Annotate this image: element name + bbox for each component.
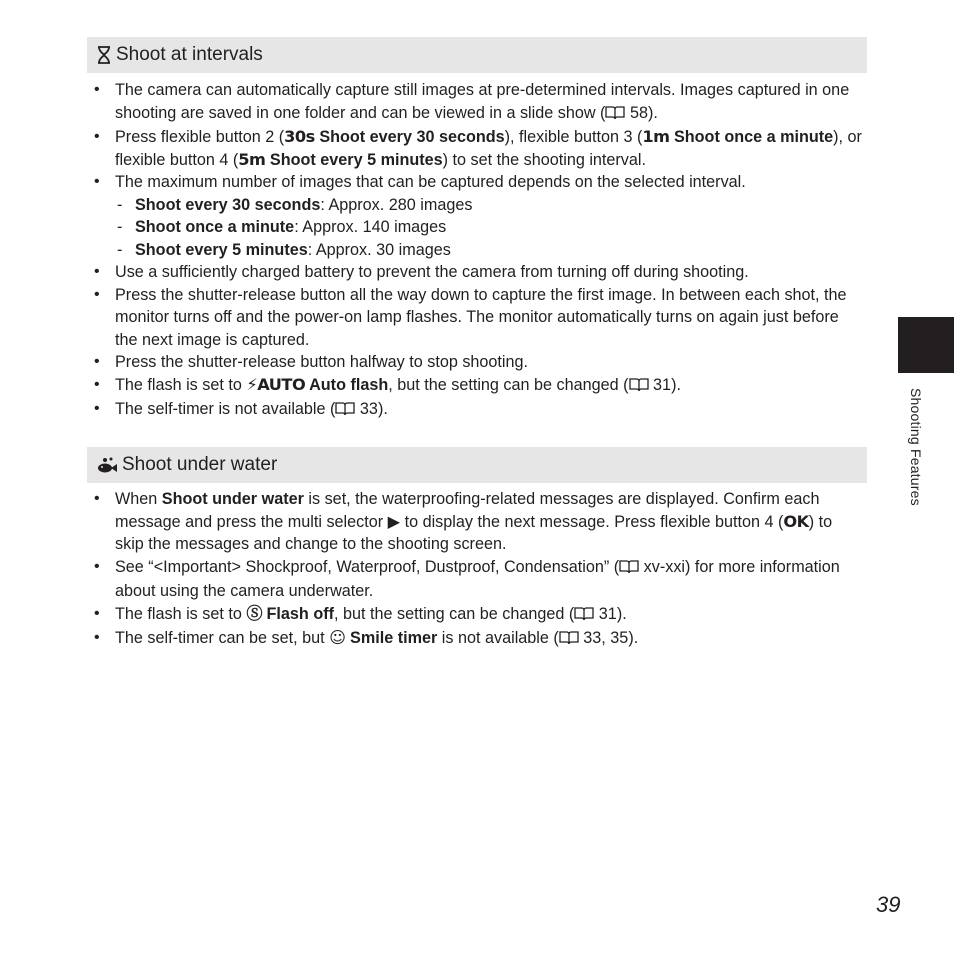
chapter-label: Shooting Features (908, 388, 924, 506)
interval-timer-icon (96, 46, 112, 64)
page-number: 39 (876, 892, 901, 917)
book-reference-icon (605, 104, 625, 127)
book-reference-icon (629, 376, 649, 399)
interval-bullet-list (90, 79, 862, 423)
section-header-shoot-under-water (87, 447, 867, 483)
list-item: • Press the shutter-release button halfway to stop shooting. (90, 351, 862, 374)
interval-30s-icon: 30s (284, 127, 315, 146)
interval-1m-icon: 1m (642, 127, 670, 146)
list-item: • Use a sufficiently charged battery to prevent the camera from turning off during shooting. (90, 261, 862, 284)
book-reference-icon (335, 400, 355, 423)
section-header-shoot-at-intervals (87, 37, 867, 73)
smile-timer-icon: ☺ (329, 628, 346, 647)
list-item: • Press flexible button 2 (30s Shoot every 30 seconds), flexible button 3 (1m Shoot once a minute), or flexible button 4 (5m Shoot every 5 minutes) to set the shooting interval. (90, 126, 862, 171)
list-item: - Shoot every 5 minutes: Approx. 30 images (115, 239, 862, 262)
list-item: • See “<Important> Shockproof, Waterproof, Dustproof, Condensation” ( xv-xxi) for more information about using the camera underwater. (90, 556, 862, 603)
list-item: • Press the shutter-release button all the way down to capture the first image. In between each shot, the monitor turns off and the power-on lamp flashes. The monitor automatically turns on again just before the next image is captured. (90, 284, 862, 352)
fish-icon (96, 456, 118, 474)
list-item: • The flash is set to ⚡AUTO Auto flash, but the setting can be changed ( 31). (90, 374, 862, 399)
interval-5m-icon: 5m (238, 149, 266, 169)
book-reference-icon (574, 605, 594, 628)
underwater-bullet-list (90, 488, 862, 652)
section-title: Shoot at intervals (116, 44, 263, 65)
ok-button-icon: OK (783, 511, 809, 531)
list-item: • The flash is set to Ⓢ Flash off, but the setting can be changed ( 31). (90, 603, 862, 628)
auto-flash-icon: ⚡AUTO (246, 374, 306, 394)
list-item: • The self-timer is not available ( 33). (90, 398, 862, 423)
list-item: • The maximum number of images that can be captured depends on the selected interval. - Shoot every 30 seconds: Approx. 280 images - Shoot once a minute: Approx. 140 images - Shoot every 5 minutes: Approx. 30 images (90, 171, 862, 261)
list-item: • The camera can automatically capture still images at pre-determined intervals. Images captured in one shooting are saved in one folder and can be viewed in a slide show ( 58). (90, 79, 862, 126)
book-reference-icon (559, 629, 579, 652)
book-reference-icon (619, 558, 639, 581)
list-item: • The self-timer can be set, but ☺ Smile timer is not available ( 33, 35). (90, 627, 862, 652)
right-arrow-icon: ▶ (387, 512, 401, 531)
flash-off-icon: Ⓢ (246, 603, 263, 623)
list-item: - Shoot every 30 seconds: Approx. 280 images (115, 194, 862, 217)
interval-capacity-list (115, 194, 862, 262)
list-item: - Shoot once a minute: Approx. 140 images (115, 216, 862, 239)
list-item: • When Shoot under water is set, the waterproofing-related messages are displayed. Confirm each message and press the multi selector ▶ to display the next message. Press flexible button 4 (OK) to skip the messages and change to the shooting screen. (90, 488, 862, 556)
chapter-tab (898, 317, 954, 373)
section-title: Shoot under water (122, 454, 278, 475)
